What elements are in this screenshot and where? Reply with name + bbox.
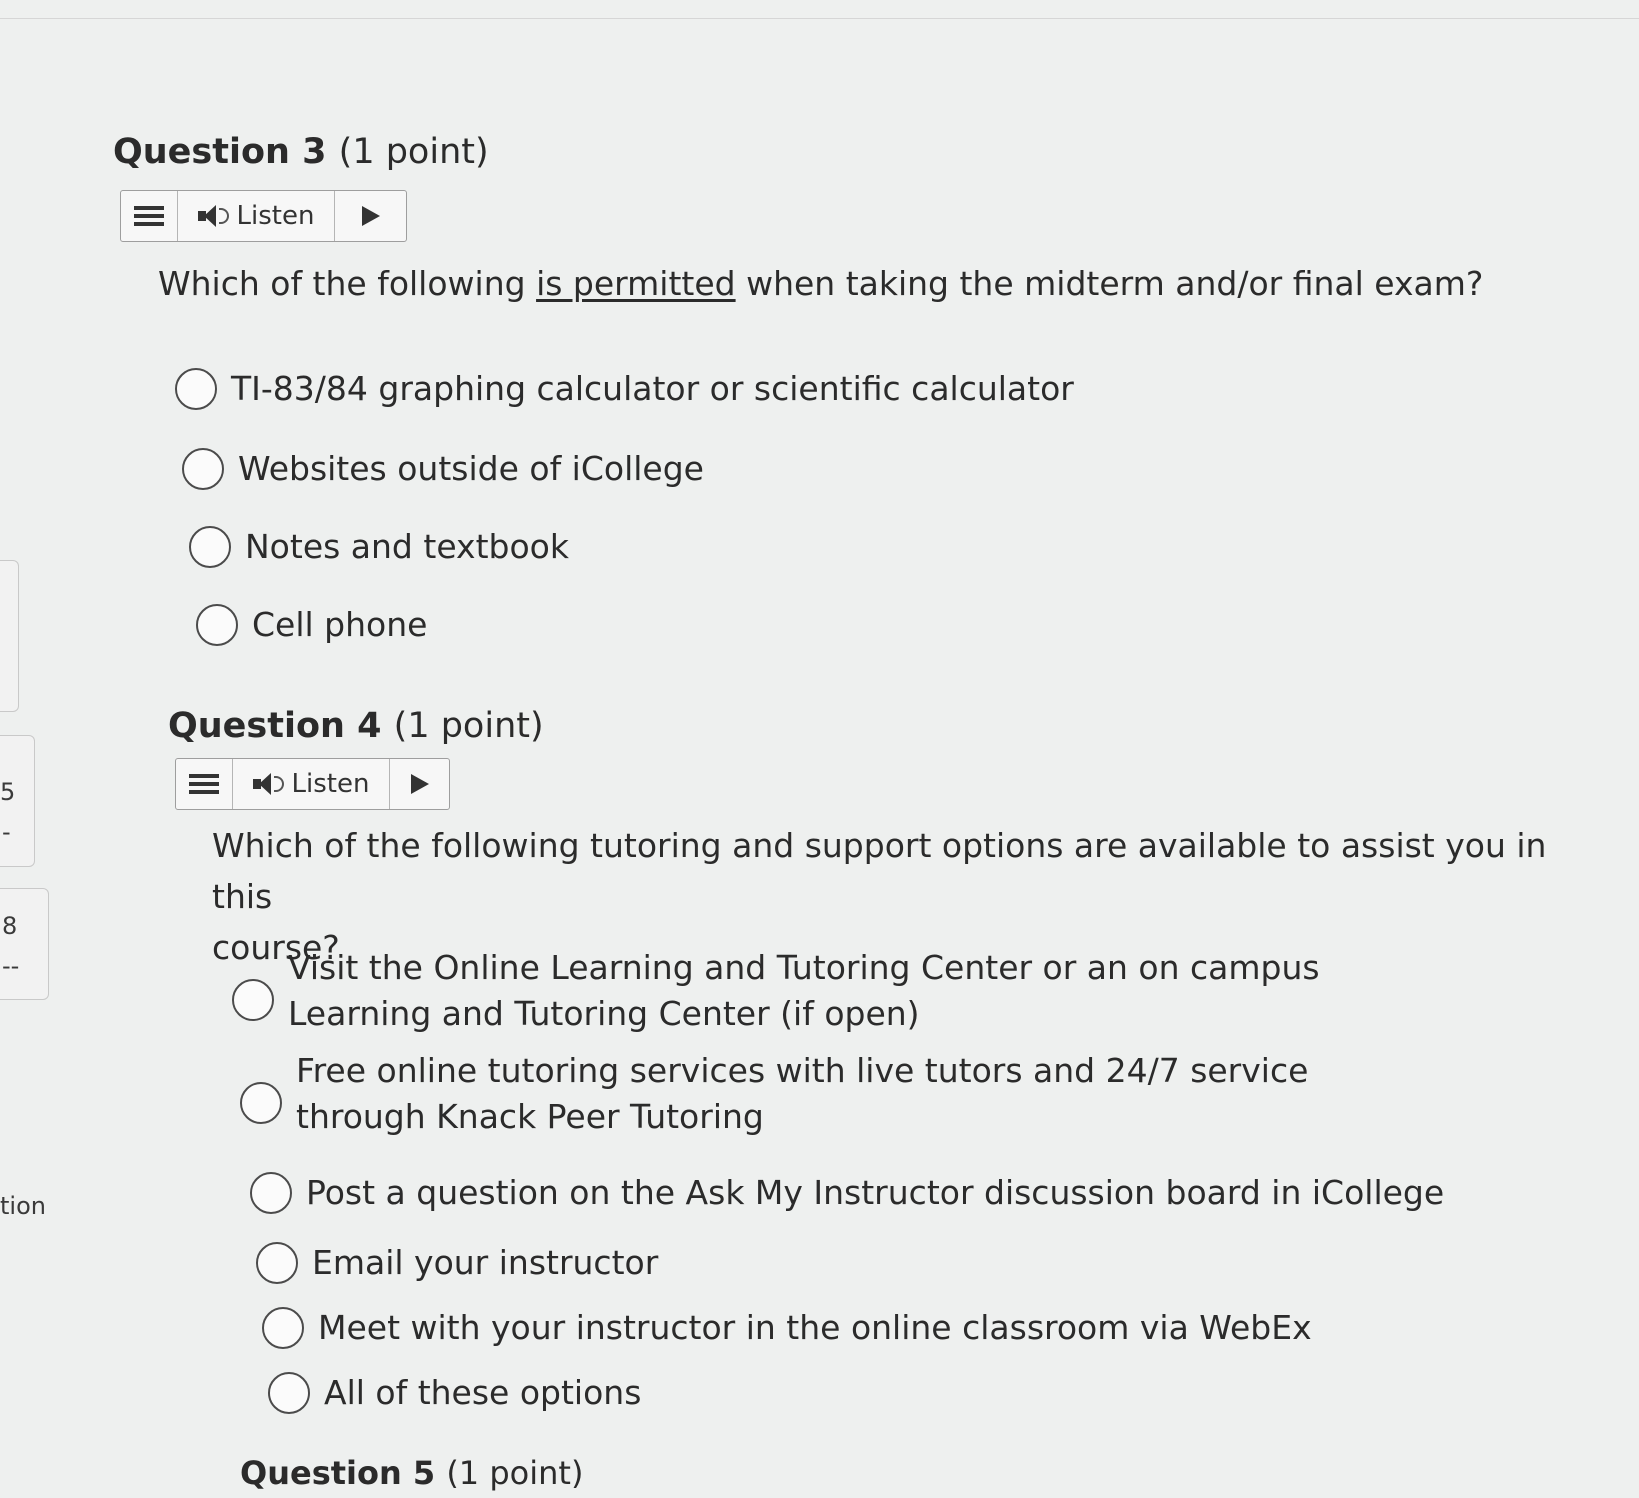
- q4-option-6[interactable]: [268, 1370, 641, 1416]
- question-5-title: Question 5 (1 point): [240, 1454, 584, 1492]
- listen-label: Listen: [291, 769, 370, 799]
- radio-button[interactable]: [256, 1242, 298, 1284]
- listen-menu-button[interactable]: [121, 191, 178, 241]
- radio-button[interactable]: [232, 979, 274, 1021]
- question-3-text: Which of the following is permitted when taking the midterm and/or final exam?: [158, 264, 1484, 303]
- radio-button[interactable]: [196, 604, 238, 646]
- q4-option-4[interactable]: [256, 1240, 658, 1286]
- q3-option-3[interactable]: [189, 524, 569, 570]
- option-label: Post a question on the Ask My Instructor discussion board in iCollege: [306, 1173, 1445, 1212]
- question-3: [113, 132, 489, 172]
- hamburger-menu-icon: [134, 204, 164, 228]
- sidebar-fragment-c: 8: [2, 912, 18, 940]
- q3-option-1[interactable]: [175, 366, 1074, 412]
- radio-button[interactable]: [250, 1172, 292, 1214]
- sidebar-card-1[interactable]: [0, 560, 19, 712]
- question-3-title: Question 3 (1 point): [113, 132, 489, 172]
- q3-option-4[interactable]: [196, 602, 427, 648]
- question-4-text: Which of the following tutoring and support options are available to assist you in this course?: [212, 826, 1547, 968]
- radio-button[interactable]: [189, 526, 231, 568]
- option-label: Visit the Online Learning and Tutoring Center or an on campus Learning and Tutoring Center (if open): [288, 948, 1320, 1034]
- option-label: Email your instructor: [312, 1243, 659, 1282]
- sidebar-card-3[interactable]: [0, 888, 49, 1000]
- listen-menu-button[interactable]: [176, 759, 233, 809]
- hamburger-menu-icon: [189, 772, 219, 796]
- radio-button[interactable]: [262, 1307, 304, 1349]
- radio-button[interactable]: [240, 1082, 282, 1124]
- option-label: TI-83/84 graphing calculator or scientific calculator: [231, 369, 1074, 408]
- listen-button[interactable]: [233, 759, 390, 809]
- question-4-listen-bar: [175, 758, 450, 810]
- sidebar-fragment-d: --: [2, 952, 20, 980]
- option-label: Free online tutoring services with live tutors and 24/7 service through Knack Peer Tutoring: [296, 1051, 1309, 1137]
- listen-play-button[interactable]: [390, 759, 449, 809]
- sidebar-fragment-a: 5: [0, 778, 16, 806]
- option-label: Meet with your instructor in the online classroom via WebEx: [318, 1308, 1312, 1347]
- listen-button[interactable]: [178, 191, 335, 241]
- q4-option-1[interactable]: [232, 945, 1432, 1037]
- option-label: Notes and textbook: [245, 527, 569, 566]
- radio-button[interactable]: [175, 368, 217, 410]
- q4-option-2[interactable]: [240, 1048, 1440, 1140]
- question-4-title: Question 4 (1 point): [168, 706, 544, 746]
- radio-button[interactable]: [268, 1372, 310, 1414]
- speaker-icon: [253, 773, 284, 795]
- listen-label: Listen: [236, 201, 315, 231]
- q3-option-2[interactable]: [182, 446, 704, 492]
- play-icon: [411, 774, 429, 794]
- speaker-icon: [198, 205, 229, 227]
- option-label: All of these options: [324, 1373, 642, 1412]
- option-label: Cell phone: [252, 605, 428, 644]
- q4-option-5[interactable]: [262, 1305, 1312, 1351]
- top-divider: [0, 18, 1639, 19]
- listen-play-button[interactable]: [335, 191, 406, 241]
- q4-option-3[interactable]: [250, 1170, 1444, 1216]
- radio-button[interactable]: [182, 448, 224, 490]
- question-5: [240, 1454, 583, 1492]
- sidebar-fragment-e[interactable]: tion: [0, 1192, 46, 1220]
- sidebar-fragment-b: -: [2, 818, 11, 846]
- option-label: Websites outside of iCollege: [238, 449, 704, 488]
- question-3-listen-bar: [120, 190, 407, 242]
- question-4: [168, 706, 544, 746]
- play-icon: [362, 206, 380, 226]
